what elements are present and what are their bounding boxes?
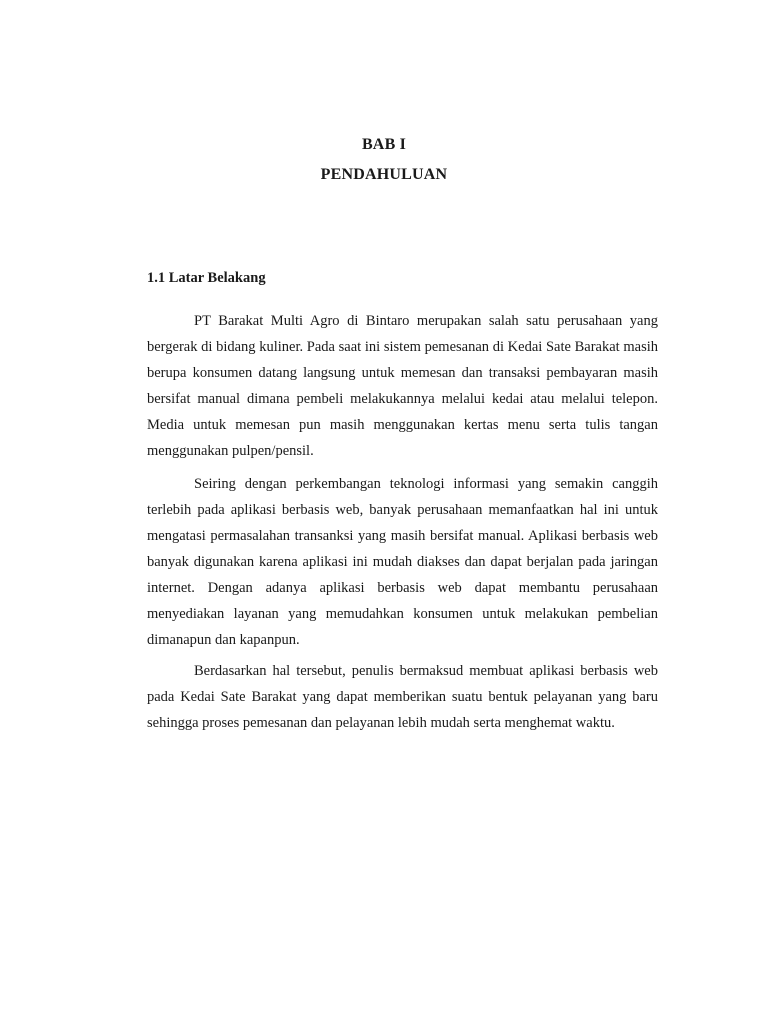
section-heading: 1.1 Latar Belakang (147, 270, 266, 286)
paragraph: Seiring dengan perkembangan teknologi informasi yang semakin canggih terlebih pada aplikasi berbasis web, banyak perusahaan memanfaatkan hal ini untuk mengatasi permasalahan transanksi yang masih bersifat manual. Aplikasi berbasis web banyak digunakan karena aplikasi ini mudah diakses dan dapat berjalan pada jaringan internet. Dengan adanya aplikasi berbasis web dapat membantu perusahaan menyediakan layanan yang memudahkan konsumen untuk melakukan pembelian dimanapun dan kapanpun. (147, 476, 658, 648)
paragraph: PT Barakat Multi Agro di Bintaro merupakan salah satu perusahaan yang bergerak di bidang kuliner. Pada saat ini sistem pemesanan di Kedai Sate Barakat masih berupa konsumen datang langsung untuk memesan dan transaksi pembayaran masih bersifat manual dimana pembeli melakukannya melalui kedai atau melalui telepon. Media untuk memesan pun masih menggunakan kertas menu serta tulis tangan menggunakan pulpen/pensil. (147, 313, 658, 459)
paragraph: Berdasarkan hal tersebut, penulis bermaksud membuat aplikasi berbasis web pada Kedai Sate Barakat yang dapat memberikan suatu bentuk pelayanan yang baru sehingga proses pemesanan dan pelayanan lebih mudah serta menghemat waktu. (147, 663, 658, 731)
chapter-number: BAB I (361, 136, 407, 153)
chapter-title: PENDAHULUAN (320, 166, 448, 183)
